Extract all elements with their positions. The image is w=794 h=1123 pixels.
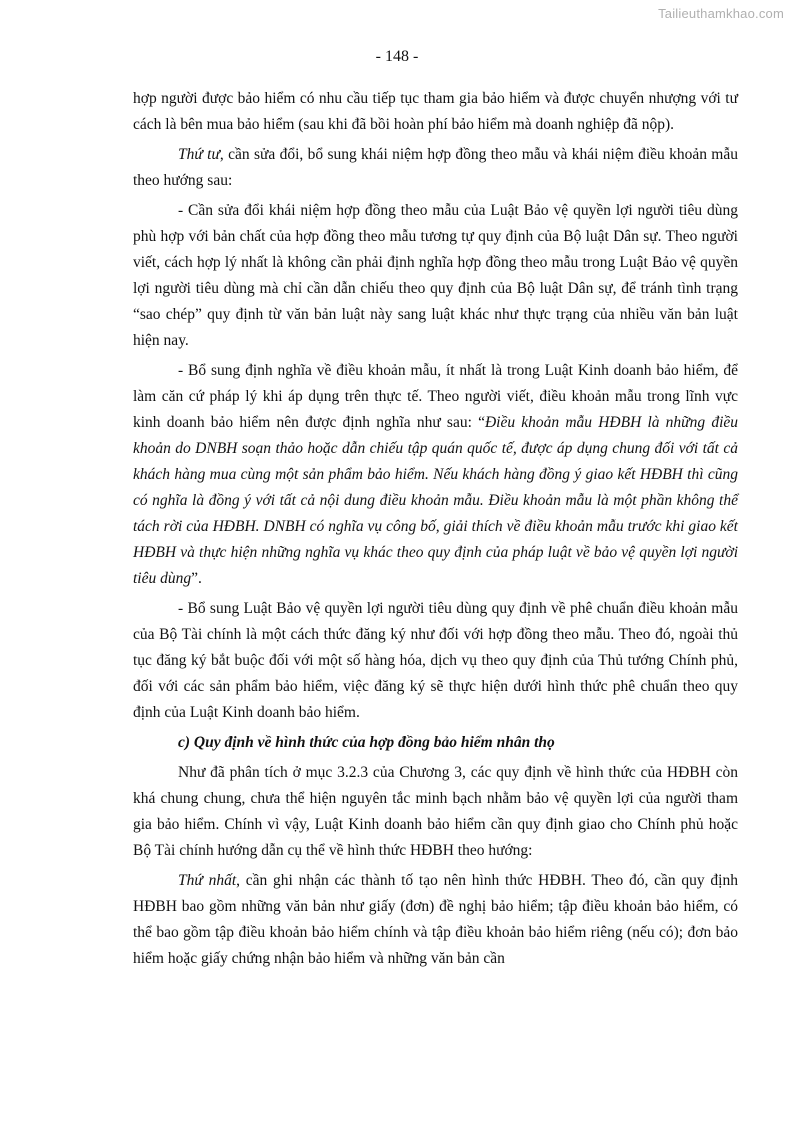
paragraph-7-lead: Thứ nhất — [178, 872, 237, 889]
paragraph-5: - Bổ sung Luật Bảo vệ quyền lợi người tiêu dùng quy định về phê chuẩn điều khoản mẫu của Bộ Tài chính là một cách thức đăng ký như đối với hợp đồng theo mẫu. Theo đó, ngoài thủ tục đăng ký bắt buộc đối với một số hàng hóa, dịch vụ theo quy định của Thủ tướng Chính phủ, đối với các sản phẩm bảo hiểm, việc đăng ký sẽ thực hiện dưới hình thức phê chuẩn theo quy định của Luật Kinh doanh bảo hiểm. — [133, 600, 738, 721]
paragraph-4-end: ”. — [191, 570, 202, 587]
paragraph-6: Như đã phân tích ở mục 3.2.3 của Chương 3, các quy định về hình thức của HĐBH còn khá chung chung, chưa thể hiện nguyên tắc minh bạch nhằm bảo vệ quyền lợi của người tham gia bảo hiểm. Chính vì vậy, Luật Kinh doanh bảo hiểm cần quy định giao cho Chính phủ hoặc Bộ Tài chính hướng dẫn cụ thể về hình thức HĐBH theo hướng: — [133, 764, 738, 859]
paragraph-1: hợp người được bảo hiểm có nhu cầu tiếp tục tham gia bảo hiểm và được chuyển nhượng với tư cách là bên mua bảo hiểm (sau khi đã bồi hoàn phí bảo hiểm mà doanh nghiệp đã nộp). — [133, 90, 738, 133]
section-heading-c: c) Quy định về hình thức của hợp đồng bảo hiểm nhân thọ — [178, 734, 555, 751]
page-number: - 148 - — [375, 48, 419, 65]
paragraph-3: - Cần sửa đổi khái niệm hợp đồng theo mẫu của Luật Bảo vệ quyền lợi người tiêu dùng phù hợp với bản chất của hợp đồng theo mẫu tương tự quy định của Bộ luật Dân sự. Theo người viết, cách hợp lý nhất là không cần phải định nghĩa hợp đồng theo mẫu trong Luật Bảo vệ quyền lợi người tiêu dùng mà chỉ cần dẫn chiếu theo quy định của Bộ luật Dân sự, để tránh tình trạng “sao chép” quy định từ văn bản luật này sang luật khác như thực trạng của nhiều văn bản luật hiện nay. — [133, 202, 738, 349]
paragraph-2-lead: Thứ tư — [178, 146, 220, 163]
paragraph-4-start: - Bổ sung định nghĩa về điều khoản mẫu, ít nhất là trong Luật Kinh doanh bảo hiểm, để làm căn cứ pháp lý khi áp dụng trên thực tế. Theo người viết, điều khoản mẫu trong lĩnh vực kinh doanh bảo hiểm nên được định nghĩa như sau: “ — [133, 362, 738, 431]
paragraph-7 — [133, 868, 738, 972]
watermark: Tailieuthamkhao.com — [658, 6, 784, 21]
paragraph-7-text: , cần ghi nhận các thành tố tạo nên hình thức HĐBH. Theo đó, cần quy định HĐBH bao gồm những văn bản như giấy (đơn) đề nghị bảo hiểm; tập điều khoản bảo hiểm, có thể bao gồm tập điều khoản bảo hiểm chính và tập điều khoản bảo hiểm riêng (nếu có); đơn bảo hiểm hoặc giấy chứng nhận bảo hiểm và những văn bản cần — [133, 872, 738, 967]
paragraph-4 — [133, 358, 738, 592]
paragraph-2-text: , cần sửa đổi, bổ sung khái niệm hợp đồng theo mẫu và khái niệm điều khoản mẫu theo hướng sau: — [133, 146, 738, 189]
document-body — [133, 86, 738, 976]
paragraph-2 — [133, 142, 738, 194]
paragraph-4-definition: Điều khoản mẫu HĐBH là những điều khoản do DNBH soạn thảo hoặc dẫn chiếu tập quán quốc tế, được áp dụng chung đối với tất cả khách hàng mua cùng một sản phẩm bảo hiểm. Nếu khách hàng đồng ý giao kết HĐBH thì cũng có nghĩa là đồng ý với tất cả nội dung điều khoản mẫu. Điều khoản mẫu là một phần không thể tách rời của HĐBH. DNBH có nghĩa vụ công bố, giải thích về điều khoản mẫu trước khi giao kết HĐBH và thực hiện những nghĩa vụ khác theo quy định của pháp luật về bảo vệ quyền lợi người tiêu dùng — [133, 414, 739, 587]
